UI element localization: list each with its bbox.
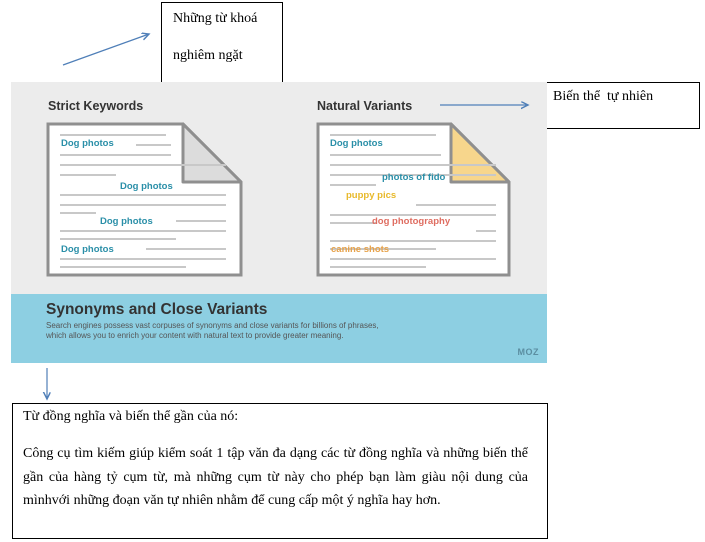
band-title: Synonyms and Close Variants [46,301,268,318]
strict-keyword-3: Dog photos [100,216,153,227]
callout-natural-text: Biến thể tự nhiên [553,89,654,104]
natural-variant-4: dog photography [372,216,451,227]
callout-strict-line2: nghiêm ngặt [173,48,243,63]
moz-logo: MOZ [517,347,539,357]
natural-variants-title: Natural Variants [317,99,413,113]
strict-keyword-1: Dog photos [61,138,114,149]
strict-keywords-title: Strict Keywords [48,99,144,113]
natural-variant-1: Dog photos [330,138,383,149]
explanation-heading: Từ đồng nghĩa và biến thể gần của nó: [23,409,239,424]
strict-keyword-4: Dog photos [61,244,114,255]
natural-variant-2: photos of fido [382,172,446,183]
arrow-to-strict-callout [63,34,149,65]
explanation-body: Công cụ tìm kiếm giúp kiểm soát 1 tập văn đa dạng các từ đồng nghĩa và những biến thể gần của hàng tỷ cụm từ, mà những cụm từ này cho phép bạn làm giàu nội dung của mìnhvới những đoạn văn tự nhiên nhằm để cung cấp một ý nghĩa hay hơn. [23,446,528,508]
natural-variant-3: puppy pics [346,190,397,201]
strict-keyword-2: Dog photos [120,181,173,192]
callout-strict-line1: Những từ khoá [173,11,258,26]
natural-variant-5: canine shots [331,244,390,255]
band-description: Search engines possess vast corpuses of synonyms and close variants for billions of phrases, which allows you to enrich your content with natural text to provide greater meaning. [46,321,379,340]
